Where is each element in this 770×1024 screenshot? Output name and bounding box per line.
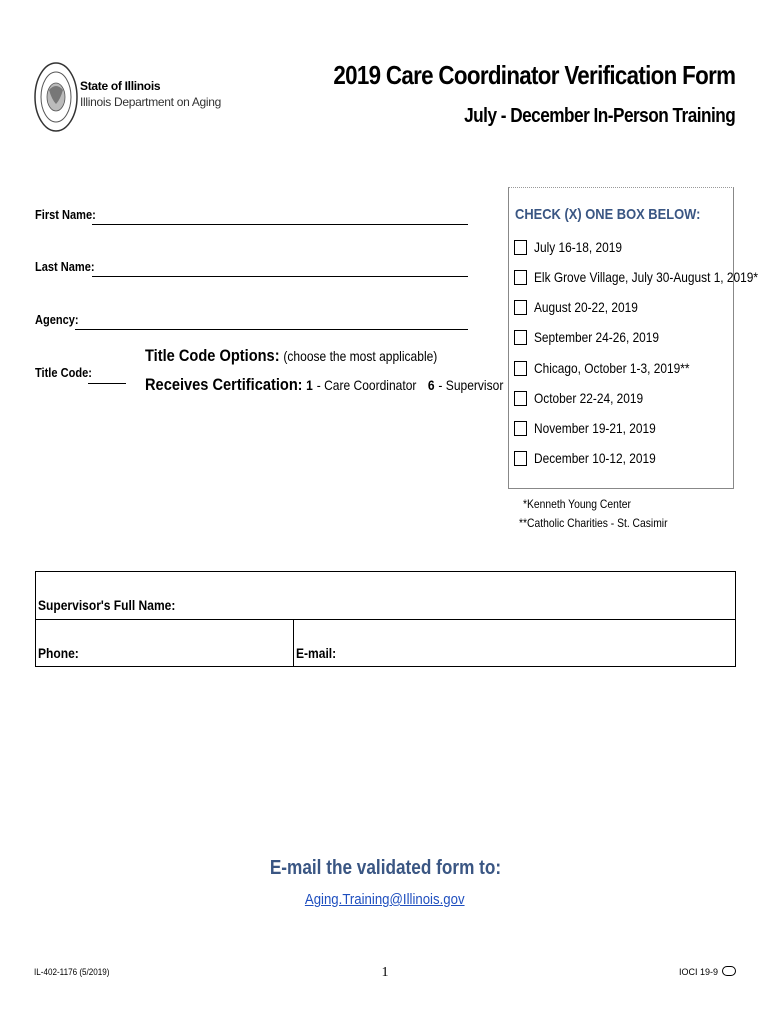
- certification-codes: [145, 375, 503, 395]
- page-number: 1: [381, 965, 389, 980]
- last-name-label: Last Name:: [35, 259, 95, 274]
- title-code-options-label: Title Code Options:: [145, 346, 280, 365]
- session-option-label: Chicago, October 1-3, 2019**: [534, 360, 690, 376]
- session-option-label: November 19-21, 2019: [534, 420, 656, 436]
- title-code-field[interactable]: [88, 383, 126, 384]
- certification-colon: :: [297, 377, 303, 394]
- checkbox[interactable]: [514, 391, 527, 406]
- form-subtitle: July - December In-Person Training: [463, 105, 735, 127]
- first-name-field[interactable]: [92, 224, 468, 225]
- session-option-label: Elk Grove Village, July 30-August 1, 2019*: [534, 269, 759, 285]
- supervisor-phone-field[interactable]: Phone:: [38, 645, 79, 661]
- checkbox[interactable]: [514, 451, 527, 466]
- divider: [35, 619, 736, 620]
- footnote: *Kenneth Young Center: [523, 497, 631, 511]
- session-option-label: October 22-24, 2019: [534, 390, 644, 406]
- session-option-label: September 24-26, 2019: [534, 329, 660, 345]
- agency-label: Agency:: [35, 312, 79, 327]
- title-code-label: Title Code:: [35, 365, 92, 380]
- email-link[interactable]: [0, 891, 770, 908]
- state-seal-icon: [33, 60, 79, 134]
- supervisor-email-field[interactable]: E-mail:: [296, 645, 337, 661]
- state-name: State of Illinois: [80, 79, 161, 93]
- checkbox[interactable]: [514, 361, 527, 376]
- code-1: 1: [306, 377, 313, 393]
- email-heading-text: E-mail the validated form to:: [269, 857, 501, 879]
- footnote: **Catholic Charities - St. Casimir: [519, 516, 668, 530]
- ioci-logo-icon: [722, 966, 736, 976]
- session-option-label: December 10-12, 2019: [534, 450, 656, 466]
- ioci-code: IOCI 19-9: [678, 967, 718, 977]
- first-name-label: First Name:: [35, 207, 96, 222]
- checkbox[interactable]: [514, 270, 527, 285]
- check-heading: CHECK (X) ONE BOX BELOW:: [515, 206, 701, 223]
- checkbox[interactable]: [514, 421, 527, 436]
- form-id: IL-402-1176 (5/2019): [34, 967, 110, 977]
- code-6: 6: [427, 377, 435, 393]
- title-code-options-note: (choose the most applicable): [283, 348, 438, 364]
- checkbox[interactable]: [514, 240, 527, 255]
- divider: [293, 619, 294, 667]
- session-option-label: August 20-22, 2019: [534, 299, 638, 315]
- agency-field[interactable]: [75, 329, 468, 330]
- email-heading: [0, 857, 770, 880]
- last-name-field[interactable]: [92, 276, 468, 277]
- email-address[interactable]: Aging.Training@Illinois.gov: [305, 891, 465, 908]
- title-code-options: [145, 346, 437, 366]
- certification-label: Receives Certification: [145, 375, 298, 394]
- session-option-label: July 16-18, 2019: [534, 239, 623, 255]
- code-1-desc: - Care Coordinator: [316, 377, 417, 393]
- code-6-desc: - Supervisor: [438, 377, 504, 393]
- department-name: Illinois Department on Aging: [80, 95, 222, 109]
- checkbox[interactable]: [514, 330, 527, 345]
- supervisor-name-field[interactable]: Supervisor's Full Name:: [38, 597, 176, 613]
- form-title: 2019 Care Coordinator Verification Form: [333, 60, 735, 90]
- checkbox[interactable]: [514, 300, 527, 315]
